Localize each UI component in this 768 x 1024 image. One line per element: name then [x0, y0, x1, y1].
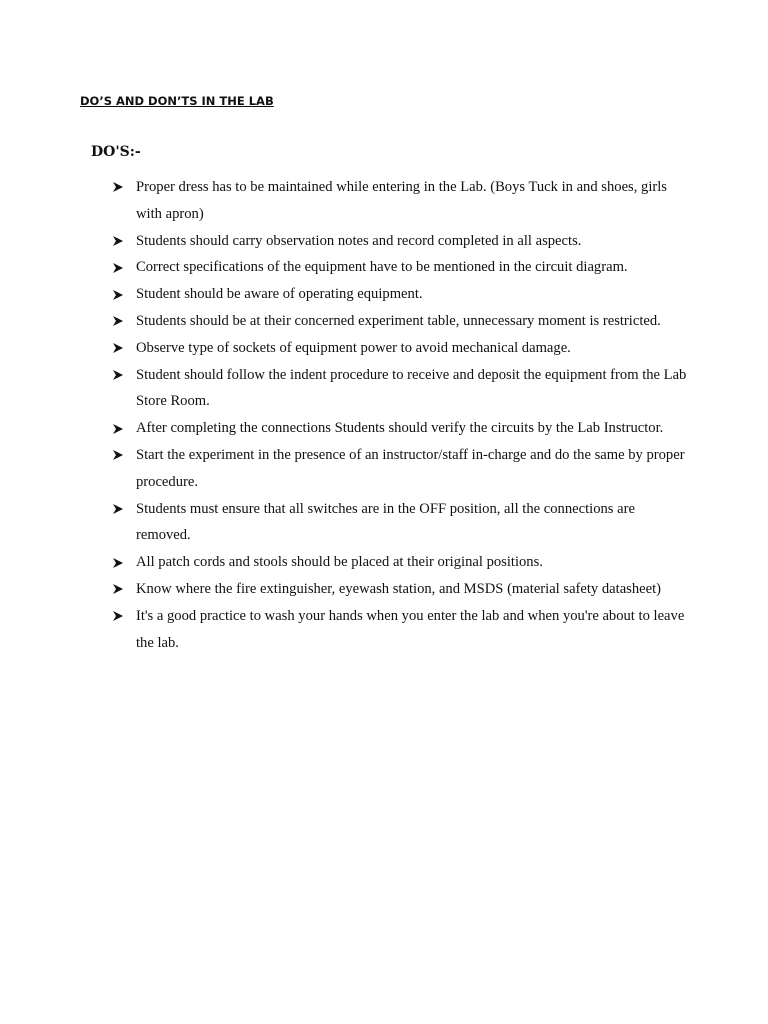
- list-item: [112, 442, 692, 496]
- list-item: [112, 174, 692, 228]
- list-item: [112, 281, 692, 308]
- list-item: [112, 362, 692, 416]
- document-title: DO’S AND DON’TS IN THE LAB: [80, 94, 274, 108]
- list-item-text: After completing the connections Students should verify the circuits by the Lab Instructor.: [136, 420, 664, 437]
- list-item-text: Know where the fire extinguisher, eyewash station, and MSDS (material safety datasheet): [136, 580, 662, 597]
- list-item-text: Proper dress has to be maintained while entering in the Lab. (Boys Tuck in and shoes, girls with apron): [136, 179, 667, 222]
- list-item-text: It's a good practice to wash your hands when you enter the lab and when you're about to leave the lab.: [136, 607, 685, 651]
- arrowhead-bullet-icon: [112, 228, 126, 255]
- arrowhead-bullet-icon: [112, 415, 126, 442]
- arrowhead-bullet-icon: [112, 442, 126, 469]
- dos-list: [112, 174, 692, 656]
- section-heading-dos: DO'S:-: [91, 144, 141, 160]
- list-item: [112, 603, 692, 657]
- list-item: [112, 308, 692, 335]
- list-item: [112, 415, 692, 442]
- arrowhead-bullet-icon: [112, 174, 126, 201]
- list-item: [112, 549, 692, 576]
- arrowhead-bullet-icon: [112, 603, 126, 630]
- arrowhead-bullet-icon: [112, 576, 126, 603]
- list-item: [112, 496, 692, 550]
- list-item-text: Correct specifications of the equipment have to be mentioned in the circuit diagram.: [136, 259, 628, 276]
- list-item-text: Start the experiment in the presence of an instructor/staff in-charge and do the same by proper procedure.: [136, 446, 685, 490]
- arrowhead-bullet-icon: [112, 281, 126, 308]
- list-item-text: Students must ensure that all switches are in the OFF position, all the connections are removed.: [136, 500, 635, 544]
- arrowhead-bullet-icon: [112, 335, 126, 362]
- list-item-text: Student should be aware of operating equipment.: [136, 286, 423, 303]
- arrowhead-bullet-icon: [112, 496, 126, 523]
- list-item: [112, 335, 692, 362]
- list-item-text: Students should carry observation notes and record completed in all aspects.: [136, 232, 582, 249]
- arrowhead-bullet-icon: [112, 308, 126, 335]
- list-item-text: All patch cords and stools should be placed at their original positions.: [136, 554, 543, 571]
- arrowhead-bullet-icon: [112, 254, 126, 281]
- list-item-text: Students should be at their concerned experiment table, unnecessary moment is restricted.: [136, 312, 661, 329]
- list-item: [112, 576, 692, 603]
- list-item-text: Observe type of sockets of equipment power to avoid mechanical damage.: [136, 339, 571, 356]
- arrowhead-bullet-icon: [112, 362, 126, 389]
- list-item: [112, 228, 692, 255]
- list-item-text: Student should follow the indent procedure to receive and deposit the equipment from the Lab Store Room.: [136, 366, 687, 410]
- arrowhead-bullet-icon: [112, 549, 126, 576]
- list-item: [112, 254, 692, 281]
